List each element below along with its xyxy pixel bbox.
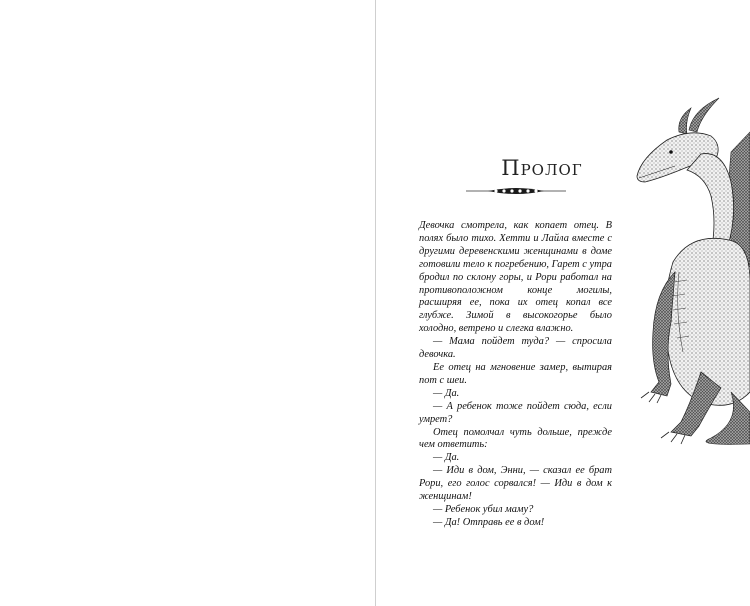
paragraph: Ее отец на мгновение замер, вытирая пот с шеи. [419,361,612,386]
paragraph: — Мама пойдет туда? — спросила девочка. [419,336,612,361]
right-page [376,0,750,606]
paragraph: — А ребенок тоже пойдет сюда, если умрет? [419,400,612,425]
paragraph: — Ребенок убил маму? [433,503,534,515]
chapter-body [419,220,612,530]
paragraph: Девочка смотрела, как копает отец. В полях было тихо. Хетти и Лайла вместе с другими деревенскими женщинами в доме готовили тело к погребению, Гарет с утра бродил по склону горы, и Рори работал на противоположном конце могилы, расширяя ее, пока их отец копал все глубже. Зимой в высокогорье было холодно, ветрено и слегка влажно. [419,220,612,335]
paragraph: Отец помолчал чуть дольше, прежде чем ответить: [419,426,612,451]
paragraph: — Да. [433,452,460,464]
paragraph: — Да! Отправь ее в дом! [433,516,545,528]
title-ornament-icon [466,184,566,198]
paragraph: — Да. [433,387,460,399]
paragraph: — Иди в дом, Энни, — сказал ее брат Рори, его голос сорвался! — Иди в дом к женщинам! [419,465,612,503]
chapter-title: Пролог [501,156,583,180]
dragon-illustration-icon [631,92,750,452]
